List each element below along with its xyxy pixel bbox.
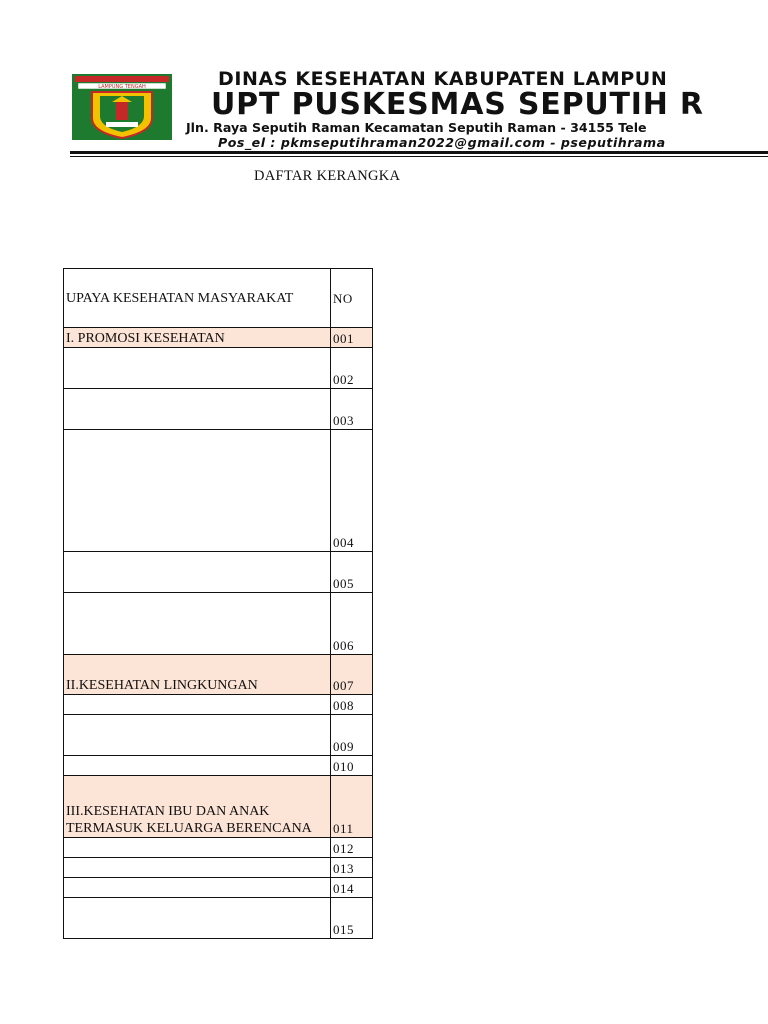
table-row [64,593,373,655]
row-label [64,838,331,858]
row-label [64,878,331,898]
row-number: 004 [331,430,373,552]
row-label: I. PROMOSI KESEHATAN [64,328,331,348]
logo-text: LAMPUNG TENGAH [98,84,146,90]
table-row [64,430,373,552]
table-row [64,655,373,695]
table-header-row [64,269,373,328]
table-row [64,695,373,715]
agency-name: DINAS KESEHATAN KABUPATEN LAMPUN [218,68,668,90]
letterhead [0,0,768,160]
row-number: 008 [331,695,373,715]
address-line: Jln. Raya Seputih Raman Kecamatan Seputih Raman - 34155 Tele [186,120,647,135]
institution-name: UPT PUSKESMAS SEPUTIH R [211,87,704,122]
row-number: 010 [331,756,373,776]
row-number: 007 [331,655,373,695]
row-label [64,389,331,430]
row-label [64,430,331,552]
row-label [64,695,331,715]
table-row [64,328,373,348]
row-label [64,348,331,389]
table-row [64,838,373,858]
row-number: 013 [331,858,373,878]
header-rule-thin [70,156,768,157]
row-number: 015 [331,898,373,939]
row-number: 012 [331,838,373,858]
table-row [64,898,373,939]
row-number: 014 [331,878,373,898]
row-number: 011 [331,776,373,838]
row-label [64,898,331,939]
row-number: 001 [331,328,373,348]
row-label [64,715,331,756]
row-number: 003 [331,389,373,430]
table-row [64,776,373,838]
document-table [63,268,373,939]
table-row [64,878,373,898]
email-line: Pos_el : pkmseputihraman2022@gmail.com - pseputihrama [218,135,666,150]
header-no: NO [331,269,373,328]
row-number: 009 [331,715,373,756]
document-title: DAFTAR KERANGKA [254,168,401,184]
table-row [64,348,373,389]
row-number: 006 [331,593,373,655]
row-label: III.KESEHATAN IBU DAN ANAK TERMASUK KELUARGA BERENCANA [64,776,331,838]
table-row [64,552,373,593]
table-row [64,858,373,878]
row-label [64,858,331,878]
row-number: 002 [331,348,373,389]
row-label: II.KESEHATAN LINGKUNGAN [64,655,331,695]
table-row [64,756,373,776]
table-row [64,715,373,756]
row-label [64,756,331,776]
row-label [64,593,331,655]
row-label [64,552,331,593]
row-number: 005 [331,552,373,593]
header-upaya: UPAYA KESEHATAN MASYARAKAT [64,269,331,328]
table-row [64,389,373,430]
header-rule-thick [70,151,768,154]
